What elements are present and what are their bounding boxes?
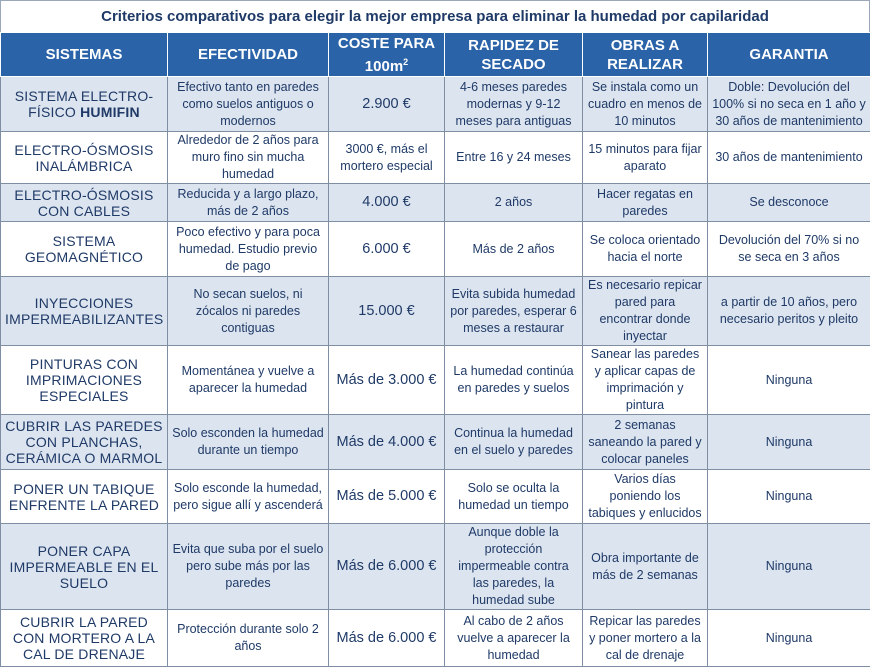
table-row <box>1 610 870 667</box>
header-rapidez: RAPIDEZ DE SECADO <box>445 33 583 77</box>
cell-sistema <box>1 77 168 132</box>
table-row <box>1 184 870 222</box>
cell-rapidez: Evita subida humedad por paredes, esperar 6 meses a restaurar <box>445 277 583 346</box>
cell-garantia: a partir de 10 años, pero necesario peritos y pleito <box>708 277 870 346</box>
cell-rapidez: La humedad continúa en paredes y suelos <box>445 346 583 415</box>
cell-rapidez: Aunque doble la protección impermeable contra las paredes, la humedad sube <box>445 524 583 610</box>
cell-sistema <box>1 222 168 277</box>
cell-efectividad: Efectivo tanto en paredes como suelos antiguos o modernos <box>168 77 329 132</box>
brand-name: HUMIFIN <box>80 104 140 120</box>
cell-obras: Obra importante de más de 2 semanas <box>583 524 708 610</box>
table-row <box>1 222 870 277</box>
cell-obras: Hacer regatas en paredes <box>583 184 708 222</box>
sistema-label: PONER CAPA IMPERMEABLE EN EL SUELO <box>10 543 159 591</box>
table-row <box>1 346 870 415</box>
sistema-label: ELECTRO-ÓSMOSIS INALÁMBRICA <box>14 142 153 174</box>
table-row <box>1 524 870 610</box>
cell-obras: Se instala como un cuadro en menos de 10 minutos <box>583 77 708 132</box>
sistema-label: SISTEMA GEOMAGNÉTICO <box>25 233 143 265</box>
cell-efectividad: Reducida y a largo plazo, más de 2 años <box>168 184 329 222</box>
cell-garantia: Doble: Devolución del 100% si no seca en 1 año y 30 años de mantenimiento <box>708 77 870 132</box>
cell-garantia: Ninguna <box>708 610 870 667</box>
table-row <box>1 470 870 524</box>
cell-rapidez: Solo se oculta la humedad un tiempo <box>445 470 583 524</box>
header-efectividad: EFECTIVIDAD <box>168 33 329 77</box>
comparison-table <box>0 32 870 667</box>
header-garantia: GARANTIA <box>708 33 870 77</box>
cell-efectividad: Momentánea y vuelve a aparecer la humedad <box>168 346 329 415</box>
cell-sistema <box>1 524 168 610</box>
cell-obras: Varios días poniendo los tabiques y enlucidos <box>583 470 708 524</box>
sistema-label: INYECCIONES IMPERMEABILIZANTES <box>5 295 163 327</box>
cell-coste: Más de 5.000 € <box>329 470 445 524</box>
cell-sistema <box>1 346 168 415</box>
cell-rapidez: 4-6 meses paredes modernas y 9-12 meses para antiguas <box>445 77 583 132</box>
table-row <box>1 77 870 132</box>
sistema-label: SISTEMA ELECTRO-FÍSICO <box>15 88 154 120</box>
cell-obras: Se coloca orientado hacia el norte <box>583 222 708 277</box>
cell-obras: Repicar las paredes y poner mortero a la cal de drenaje <box>583 610 708 667</box>
table-title: Criterios comparativos para elegir la mejor empresa para eliminar la humedad por capilaridad <box>0 0 870 32</box>
table-row <box>1 277 870 346</box>
sistema-label: PONER UN TABIQUE ENFRENTE LA PARED <box>9 481 159 513</box>
cell-coste: 15.000 € <box>329 277 445 346</box>
cell-rapidez: Continua la humedad en el suelo y paredes <box>445 415 583 470</box>
cell-sistema <box>1 184 168 222</box>
cell-efectividad: Solo esconde la humedad, pero sigue allí y ascenderá <box>168 470 329 524</box>
sistema-label: CUBRIR LAS PAREDES CON PLANCHAS, CERÁMICA O MARMOL <box>5 418 162 466</box>
cell-obras: 2 semanas saneando la pared y colocar paneles <box>583 415 708 470</box>
cell-coste: 2.900 € <box>329 77 445 132</box>
cell-garantia: Ninguna <box>708 470 870 524</box>
cell-efectividad: No secan suelos, ni zócalos ni paredes contiguas <box>168 277 329 346</box>
cell-garantia: Ninguna <box>708 346 870 415</box>
cell-garantia: Se desconoce <box>708 184 870 222</box>
header-row <box>1 33 870 77</box>
cell-garantia: Ninguna <box>708 524 870 610</box>
sistema-label: ELECTRO-ÓSMOSIS CON CABLES <box>14 187 153 219</box>
header-coste <box>329 33 445 77</box>
header-sistemas: SISTEMAS <box>1 33 168 77</box>
cell-coste: Más de 6.000 € <box>329 524 445 610</box>
cell-sistema <box>1 610 168 667</box>
cell-rapidez: Entre 16 y 24 meses <box>445 132 583 184</box>
table-row <box>1 132 870 184</box>
cell-sistema <box>1 470 168 524</box>
cell-coste: 4.000 € <box>329 184 445 222</box>
cell-efectividad: Protección durante solo 2 años <box>168 610 329 667</box>
cell-obras: Sanear las paredes y aplicar capas de imprimación y pintura <box>583 346 708 415</box>
cell-coste: Más de 4.000 € <box>329 415 445 470</box>
sistema-label: PINTURAS CON IMPRIMACIONES ESPECIALES <box>26 356 142 404</box>
header-obras: OBRAS A REALIZAR <box>583 33 708 77</box>
cell-rapidez: Más de 2 años <box>445 222 583 277</box>
cell-garantia: Devolución del 70% si no se seca en 3 años <box>708 222 870 277</box>
cell-efectividad: Alrededor de 2 años para muro fino sin mucha humedad <box>168 132 329 184</box>
cell-sistema <box>1 277 168 346</box>
cell-rapidez: 2 años <box>445 184 583 222</box>
cell-rapidez: Al cabo de 2 años vuelve a aparecer la humedad <box>445 610 583 667</box>
sistema-label: CUBRIR LA PARED CON MORTERO A LA CAL DE DRENAJE <box>13 614 155 662</box>
cell-sistema <box>1 132 168 184</box>
cell-garantia: 30 años de mantenimiento <box>708 132 870 184</box>
cell-coste: 3000 €, más el mortero especial <box>329 132 445 184</box>
cell-garantia: Ninguna <box>708 415 870 470</box>
cell-coste: Más de 6.000 € <box>329 610 445 667</box>
header-coste-label: COSTE PARA 100m <box>338 35 435 75</box>
cell-efectividad: Solo esconden la humedad durante un tiempo <box>168 415 329 470</box>
cell-efectividad: Poco efectivo y para poca humedad. Estudio previo de pago <box>168 222 329 277</box>
cell-coste: Más de 3.000 € <box>329 346 445 415</box>
header-coste-sup: 2 <box>403 57 408 67</box>
cell-obras: Es necesario repicar pared para encontrar donde inyectar <box>583 277 708 346</box>
cell-coste: 6.000 € <box>329 222 445 277</box>
cell-efectividad: Evita que suba por el suelo pero sube más por las paredes <box>168 524 329 610</box>
table-row <box>1 415 870 470</box>
cell-sistema <box>1 415 168 470</box>
cell-obras: 15 minutos para fijar aparato <box>583 132 708 184</box>
